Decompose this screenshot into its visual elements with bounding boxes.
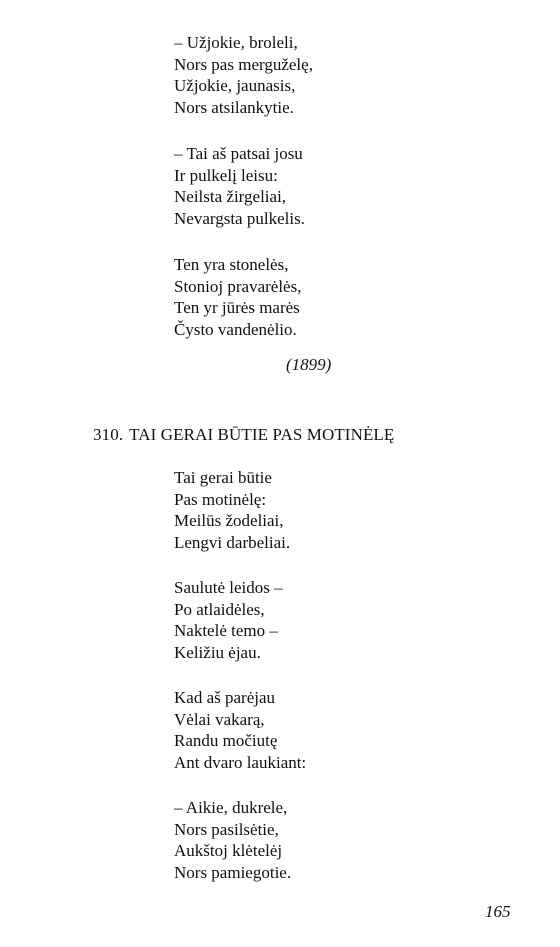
verse-line: Neilsta žirgeliai, xyxy=(174,187,287,206)
page-number: 165 xyxy=(485,902,511,921)
poem-309-stanza-1 xyxy=(174,32,313,118)
verse-line: – Tai aš patsai josu xyxy=(174,144,303,163)
verse-line: Stonioj pravarėlės, xyxy=(174,276,302,296)
verse-line: Kad aš parėjau xyxy=(174,688,276,707)
verse-line: Keližiu ėjau. xyxy=(174,642,261,662)
poem-year: (1899) xyxy=(286,355,332,374)
verse-line: Nevargsta pulkelis. xyxy=(174,208,305,228)
poem-310-stanza-3 xyxy=(174,687,306,773)
verse-line: Naktelė temo – xyxy=(174,621,278,640)
verse-line: Ten yra stonelės, xyxy=(174,255,289,274)
verse-line: Užjokie, jaunasis, xyxy=(174,76,296,95)
poem-310-stanza-2 xyxy=(174,577,283,663)
verse-line: – Užjokie, broleli, xyxy=(174,33,298,52)
verse-line: Nors atsilankytie. xyxy=(174,97,294,117)
verse-line: Meilūs žodeliai, xyxy=(174,511,284,530)
verse-line: Čysto vandenėlio. xyxy=(174,319,297,339)
verse-line: Nors pas merguželę, xyxy=(174,54,313,74)
poem-310-stanza-4 xyxy=(174,797,291,883)
poem-number: 310. xyxy=(93,425,124,444)
poem-title: TAI GERAI BŪTIE PAS MOTINĖLĘ xyxy=(129,425,395,444)
verse-line: Lengvi darbeliai. xyxy=(174,532,291,552)
poem-309-stanza-3 xyxy=(174,254,301,340)
verse-line: Randu močiutę xyxy=(174,731,278,750)
verse-line: Aukštoj klėtelėj xyxy=(174,841,283,860)
verse-line: Ten yr jūrės marės xyxy=(174,298,300,317)
verse-line: Vėlai vakarą, xyxy=(174,709,265,729)
verse-line: Saulutė leidos – xyxy=(174,578,283,597)
poem-310-stanza-1 xyxy=(174,467,290,553)
verse-line: Tai gerai būtie xyxy=(174,468,272,487)
verse-line: Pas motinėlę: xyxy=(174,489,267,509)
verse-line: Ant dvaro laukiant: xyxy=(174,752,307,772)
poem-heading xyxy=(93,425,394,445)
verse-line: – Aikie, dukrele, xyxy=(174,798,288,817)
verse-line: Po atlaidėles, xyxy=(174,599,265,619)
verse-line: Nors pamiegotie. xyxy=(174,862,292,882)
poem-309-stanza-2 xyxy=(174,143,305,229)
verse-line: Nors pasilsėtie, xyxy=(174,819,279,839)
verse-line: Ir pulkelį leisu: xyxy=(174,165,278,185)
